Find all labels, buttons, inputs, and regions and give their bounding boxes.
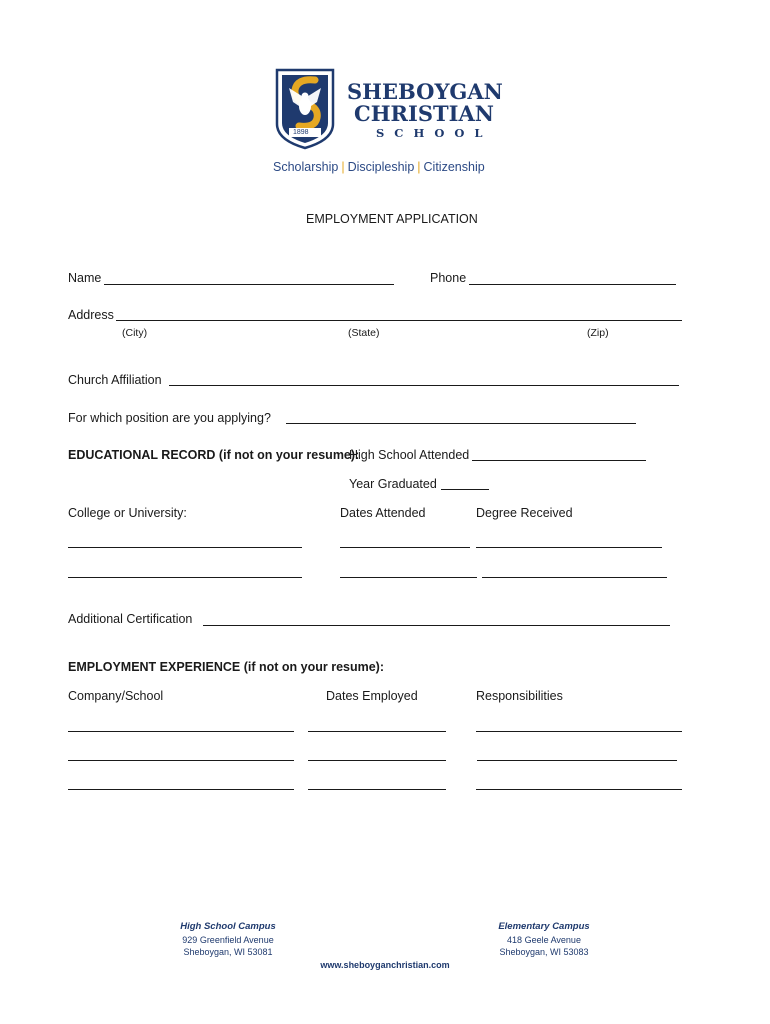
degree-received-label: Degree Received — [476, 506, 573, 520]
page-title: EMPLOYMENT APPLICATION — [306, 212, 478, 226]
educational-record-heading: EDUCATIONAL RECORD (if not on your resume): — [68, 448, 360, 462]
logo-word-christian: CHRISTIAN — [354, 101, 494, 126]
position-field[interactable] — [286, 423, 636, 424]
logo-word-sheboygan: SHEBOYGAN — [347, 79, 503, 104]
church-affiliation-field[interactable] — [169, 385, 679, 386]
year-graduated-label: Year Graduated — [349, 477, 437, 491]
high-school-field[interactable] — [472, 460, 646, 461]
city-label: (City) — [122, 327, 148, 339]
year-graduated-field[interactable] — [441, 489, 489, 490]
company-field-3[interactable] — [68, 789, 294, 790]
responsibilities-field-3[interactable] — [476, 789, 682, 790]
dates-employed-field-1[interactable] — [308, 731, 446, 732]
elementary-address-line2: Sheboygan, WI 53083 — [499, 947, 589, 957]
responsibilities-label: Responsibilities — [476, 689, 563, 703]
footer-website-link[interactable] — [300, 959, 470, 972]
high-school-label: High School Attended — [349, 448, 470, 462]
elementary-address-line1: 418 Geele Avenue — [507, 934, 581, 945]
college-field-2[interactable] — [68, 577, 302, 578]
footer-elementary-campus — [484, 921, 604, 959]
college-field-1[interactable] — [68, 547, 302, 548]
name-label: Name — [68, 271, 102, 285]
additional-certification-field[interactable] — [203, 625, 670, 626]
name-field[interactable] — [104, 284, 394, 285]
church-affiliation-label: Church Affiliation — [68, 373, 162, 387]
additional-certification-label: Additional Certification — [68, 612, 193, 626]
phone-label: Phone — [430, 271, 467, 285]
address-label: Address — [68, 308, 114, 322]
tagline-scholarship: Scholarship — [273, 160, 339, 174]
dates-employed-label: Dates Employed — [326, 689, 418, 703]
dates-employed-field-2[interactable] — [308, 760, 446, 761]
crest-year: 1898 — [293, 129, 309, 136]
phone-field[interactable] — [469, 284, 676, 285]
logo-word-school: SCHOOL — [376, 126, 493, 140]
high-school-address-line2: Sheboygan, WI 53081 — [183, 947, 273, 957]
high-school-address-line1: 929 Greenfield Avenue — [182, 934, 274, 945]
tagline-citizenship: Citizenship — [423, 160, 485, 174]
dates-attended-field-2[interactable] — [340, 577, 477, 578]
position-label: For which position are you applying? — [68, 411, 271, 425]
dates-employed-field-3[interactable] — [308, 789, 446, 790]
company-school-label: Company/School — [68, 689, 164, 703]
employment-experience-heading: EMPLOYMENT EXPERIENCE (if not on your resume): — [68, 660, 384, 674]
high-school-campus-title: High School Campus — [180, 921, 276, 932]
dates-attended-label: Dates Attended — [340, 506, 426, 520]
responsibilities-field-1[interactable] — [476, 731, 682, 732]
address-field[interactable] — [116, 320, 682, 321]
tagline: Scholarship | Discipleship | Citizenship — [273, 160, 485, 174]
company-field-2[interactable] — [68, 760, 294, 761]
college-label: College or University: — [68, 506, 187, 520]
footer-high-school-campus — [168, 921, 288, 959]
degree-field-2[interactable] — [482, 577, 667, 578]
dates-attended-field-1[interactable] — [340, 547, 470, 548]
website-text[interactable]: www.sheboyganchristian.com — [320, 960, 450, 970]
shield-crest-icon — [275, 68, 335, 150]
zip-label: (Zip) — [587, 327, 609, 339]
company-field-1[interactable] — [68, 731, 294, 732]
responsibilities-field-2[interactable] — [477, 760, 677, 761]
tagline-discipleship: Discipleship — [347, 160, 415, 174]
state-label: (State) — [348, 327, 380, 339]
degree-field-1[interactable] — [476, 547, 662, 548]
elementary-campus-title: Elementary Campus — [498, 921, 590, 932]
